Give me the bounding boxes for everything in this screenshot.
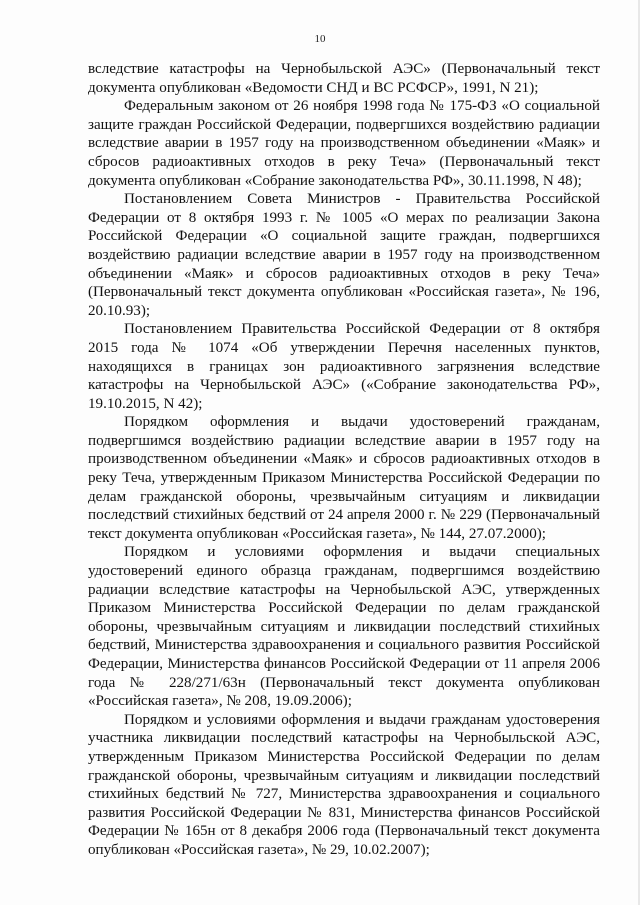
paragraph-resolution-1005: Постановлением Совета Министров - Правительства Российской Федерации от 8 октября 1993 г. № 1005 «О мерах по реализации Закона Российской Федерации «О социальной защите граждан, подвергшихся воздействию радиации вследствие аварии в 1957 году на производственном объединении «Маяк» и сбросов радиоактивных отходов в реку Теча» (Первоначальный текст документа опубликован «Российская газета», № 196, 20.10.93); — [88, 191, 600, 319]
paragraph-continuation: вследствие катастрофы на Чернобыльской АЭС» (Первоначальный текст документа опубликован «Ведомости СНД и ВС РСФСР», 1991, N 21); — [88, 61, 600, 96]
paragraph-order-229: Порядком оформления и выдачи удостоверений гражданам, подвергшимся воздействию радиации вследствие аварии в 1957 году на производственном объединении «Маяк» и сбросов радиоактивных отходов в реку Теча, утвержденным Приказом Министерства Российской Федерации по делам гражданской обороны, чрезвычайным ситуациям и ликвидации последствий стихийных бедствий от 24 апреля 2000 г. № 229 (Первоначальный текст документа опубликован «Российская газета», № 144, 27.07.2000); — [88, 414, 600, 542]
paragraph-federal-law-175: Федеральным законом от 26 ноября 1998 года № 175-ФЗ «О социальной защите граждан Российской Федерации, подвергшихся воздействию радиации вследствие аварии в 1957 году на производственном объединении «Маяк» и сбросов радиоактивных отходов в реку Теча» (Первоначальный текст документа опубликован «Собрание законодательства РФ», 30.11.1998, N 48); — [88, 98, 600, 189]
paragraph-resolution-1074: Постановлением Правительства Российской Федерации от 8 октября 2015 года № 1074 «Об утверждении Перечня населенных пунктов, находящихся в границах зон радиоактивного загрязнения вследствие катастрофы на Чернобыльской АЭС» («Собрание законодательства РФ», 19.10.2015, N 42); — [88, 321, 600, 412]
document-body — [88, 60, 600, 860]
page-number: 10 — [314, 33, 326, 45]
paragraph-order-727-831-165n: Порядком и условиями оформления и выдачи гражданам удостоверения участника ликвидации последствий катастрофы на Чернобыльской АЭС, утвержденным Приказом Министерства Российской Федерации по делам гражданской обороны, чрезвычайным ситуациям и ликвидации последствий стихийных бедствий № 727, Министерства здравоохранения и социального развития Российской Федерации № 831, Министерства финансов Российской Федерации № 165н от 8 декабря 2006 года (Первоначальный текст документа опубликован «Российская газета», № 29, 10.02.2007); — [88, 711, 600, 858]
paragraph-order-228-271-63n: Порядком и условиями оформления и выдачи специальных удостоверений единого образца гражданам, подвергшимся воздействию радиации вследствие катастрофы на Чернобыльской АЭС, утвержденных Приказом Министерства Российской Федерации по делам гражданской обороны, чрезвычайным ситуациям и ликвидации последствий стихийных бедствий, Министерства здравоохранения и социального развития Российской Федерации, Министерства финансов Российской Федерации от 11 апреля 2006 года № 228/271/63н (Первоначальный текст документа опубликован «Российская газета», № 208, 19.09.2006); — [88, 544, 600, 710]
